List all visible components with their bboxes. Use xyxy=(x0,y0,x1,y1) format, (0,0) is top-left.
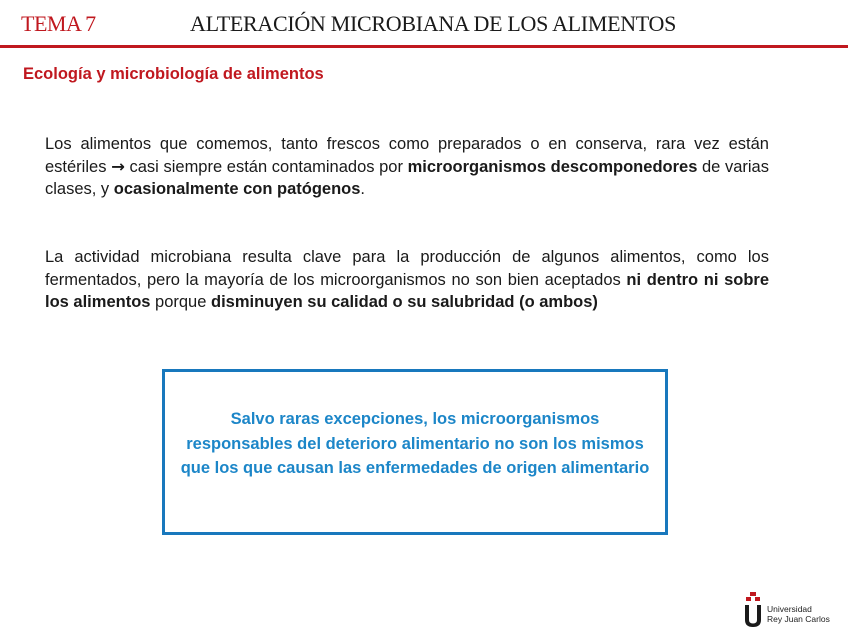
university-name-line1: Universidad xyxy=(767,604,812,614)
p2-text-2: porque xyxy=(150,293,211,311)
slide-header xyxy=(0,0,848,48)
callout-box xyxy=(162,369,668,535)
header-divider xyxy=(0,45,848,48)
arrow-icon: → xyxy=(111,156,125,176)
p1-text-1: Los alimentos que comemos, tanto frescos como preparados o en conserva, rara vez están estériles xyxy=(45,135,769,176)
p1-bold-1: microorganismos descomponedores xyxy=(407,157,698,176)
p1-bold-2: ocasionalmente con patógenos xyxy=(113,180,361,198)
university-name-line2: Rey Juan Carlos xyxy=(767,614,830,624)
slide-title: ALTERACIÓN MICROBIANA DE LOS ALIMENTOS xyxy=(190,11,677,36)
p2-bold-2: disminuyen su calidad o su salubridad (o ambos) xyxy=(211,293,598,311)
p1-text-2: casi siempre están contaminados por xyxy=(124,157,408,176)
p1-text-3: de varias clases, y xyxy=(45,157,769,198)
university-logo-icon xyxy=(742,592,764,628)
p2-text-1: La actividad microbiana resulta clave para la producción de algunos alimentos, como los fermentados, pero la mayoría de los microorganismos no son bien aceptados xyxy=(45,248,769,289)
paragraph-contamination xyxy=(45,133,769,201)
p1-text-4: . xyxy=(360,180,366,198)
p2-bold-1: ni dentro ni sobre los alimentos xyxy=(45,270,769,311)
paragraph-microbial-activity xyxy=(45,246,769,314)
section-subtitle: Ecología y microbiología de alimentos xyxy=(23,65,324,83)
university-name xyxy=(767,604,830,624)
university-logo xyxy=(742,592,842,632)
callout-text: Salvo raras excepciones, los microorganismos responsables del deterioro alimentario no son los mismos que los que causan las enfermedades de origen alimentario xyxy=(180,410,650,478)
tema-label: TEMA 7 xyxy=(21,11,96,36)
